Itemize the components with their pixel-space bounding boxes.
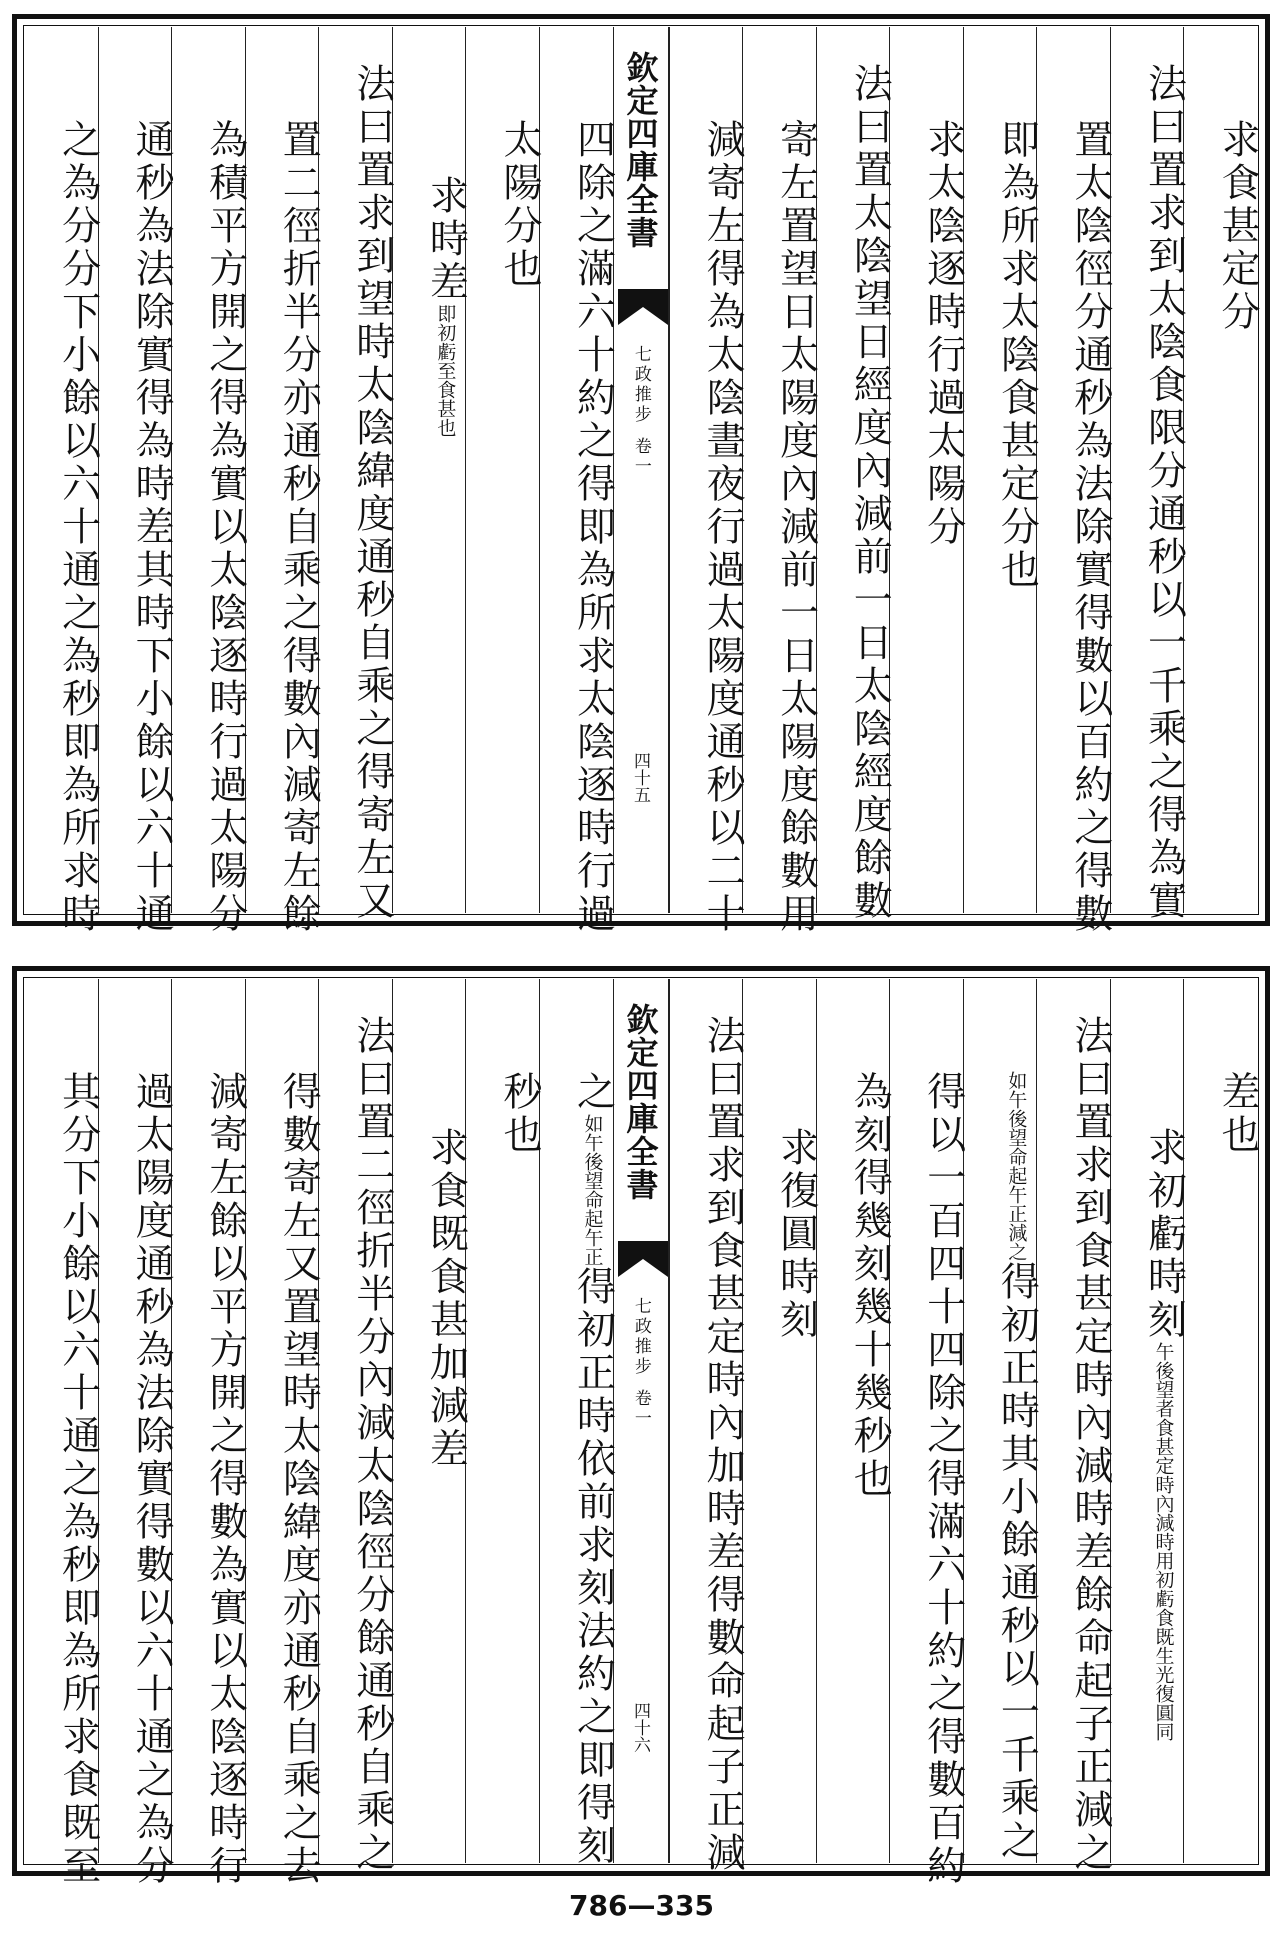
column-text: 法曰置求到食甚定時內減時差餘命起子正減之 bbox=[1067, 1015, 1113, 1875]
column-text: 得數寄左又置望時太陰緯度亦通秒自乘之去 bbox=[276, 1071, 322, 1888]
text-column bbox=[742, 27, 819, 936]
column-text: 得以一百四十四除之得滿六十約之得數百約 bbox=[920, 1071, 966, 1888]
text-column bbox=[1110, 27, 1187, 923]
column-text: 法曰置求到太陰食限分通秒以一千乘之得為實 bbox=[1141, 63, 1187, 923]
column-text: 法曰置求到食甚定時內加時差得數命起子正減 bbox=[700, 1015, 746, 1875]
interlinear-note: 如午後望命起午正減之 bbox=[1005, 1071, 1028, 1261]
column-text: 法曰置二徑折半分內減太陰徑分餘通秒自乘之 bbox=[349, 1015, 395, 1875]
text-column bbox=[25, 27, 101, 936]
text-column bbox=[245, 979, 322, 1888]
column-text: 求食甚定分 bbox=[1215, 119, 1260, 334]
column-text: 之為分分下小餘以六十通之為秒即為所求時 bbox=[55, 119, 101, 936]
text-column bbox=[318, 27, 395, 923]
text-column bbox=[539, 979, 616, 1868]
chapter-title: 七政推步 bbox=[630, 345, 651, 425]
column-text-start: 之 bbox=[570, 1071, 616, 1114]
text-column bbox=[1183, 979, 1260, 1863]
upper-page bbox=[12, 14, 1270, 936]
text-column bbox=[669, 979, 746, 1875]
text-column bbox=[171, 27, 248, 936]
text-column bbox=[1036, 979, 1113, 1875]
fishtail-ornament bbox=[618, 1241, 668, 1277]
lower-page bbox=[12, 966, 1270, 1888]
column-text: 減寄左得為太陰晝夜行過太陽度通秒以二十 bbox=[700, 119, 746, 936]
text-column bbox=[816, 27, 893, 923]
column-text: 太陽分也 bbox=[496, 119, 542, 291]
interlinear-note: 即初虧至食甚也 bbox=[434, 304, 457, 437]
text-column bbox=[963, 979, 1040, 1863]
text-column bbox=[318, 979, 395, 1875]
chapter-title: 七政推步 bbox=[630, 1297, 651, 1377]
center-margin bbox=[613, 979, 669, 1863]
fishtail-ornament bbox=[618, 289, 668, 325]
column-text: 置太陰徑分通秒為法除實得數以百約之得數 bbox=[1067, 119, 1113, 936]
text-column bbox=[98, 27, 175, 936]
text-column bbox=[669, 27, 746, 936]
column-text: 法曰置太陰望日經度內減前一日太陰經度餘數 bbox=[847, 63, 893, 923]
text-column bbox=[889, 27, 966, 913]
folio-number: 四十六 bbox=[630, 1702, 650, 1753]
column-text-continuation: 得初正時其小餘通秒以一千乘之 bbox=[994, 1261, 1040, 1863]
volume-label: 卷一 bbox=[630, 1389, 651, 1429]
heading-text: 求初虧時刻 bbox=[1141, 1127, 1187, 1342]
text-column bbox=[465, 979, 542, 1863]
text-column bbox=[245, 27, 322, 936]
column-text bbox=[393, 175, 469, 437]
column-text: 過太陽度通秒為法除實得數以六十通之為分 bbox=[129, 1071, 175, 1888]
column-text: 即為所求太陰食甚定分也 bbox=[994, 119, 1040, 592]
column-text: 求太陰逐時行過太陽分 bbox=[920, 119, 966, 549]
column-text: 差也 bbox=[1215, 1071, 1260, 1157]
text-column bbox=[1036, 27, 1113, 936]
column-text: 為刻得幾刻幾十幾秒也 bbox=[847, 1071, 893, 1501]
center-margin bbox=[613, 27, 669, 913]
text-column bbox=[25, 979, 101, 1888]
column-text: 四除之滿六十約之得即為所求太陰逐時行過 bbox=[570, 119, 616, 936]
column-text: 其分下小餘以六十通之為秒即為所求食既至 bbox=[55, 1071, 101, 1888]
column-text: 減寄左餘以平方開之得數為實以太陰逐時行 bbox=[202, 1071, 248, 1888]
column-text: 為積平方開之得為實以太陰逐時行過太陽分 bbox=[202, 119, 248, 936]
column-text-continuation: 得初正時依前求刻法約之即得刻 bbox=[570, 1266, 616, 1868]
book-title: 欽定四庫全書 bbox=[621, 51, 660, 249]
column-text: 求食既食甚加減差 bbox=[423, 1127, 469, 1471]
text-column bbox=[816, 979, 893, 1863]
text-column bbox=[1183, 27, 1260, 913]
text-column bbox=[465, 27, 542, 913]
text-column bbox=[742, 979, 819, 1863]
text-column bbox=[1110, 979, 1187, 1863]
column-text: 置二徑折半分亦通秒自乘之得數內減寄左餘 bbox=[276, 119, 322, 936]
text-column bbox=[392, 979, 469, 1863]
interlinear-note: 午後望者食甚定時內減時用初虧食既生光復圓同 bbox=[1152, 1342, 1175, 1741]
text-column bbox=[963, 27, 1040, 913]
column-text: 求復圓時刻 bbox=[773, 1127, 819, 1342]
heading-text: 求時差 bbox=[423, 175, 469, 304]
page-number-footer: 786—335 bbox=[569, 1889, 714, 1922]
column-text: 法曰置求到望時太陰緯度通秒自乘之得寄左又 bbox=[349, 63, 395, 923]
volume-label: 卷一 bbox=[630, 437, 651, 477]
column-text bbox=[964, 1071, 1040, 1863]
folio-number: 四十五 bbox=[630, 752, 650, 803]
column-text: 寄左置望日太陽度內減前一日太陽度餘數用 bbox=[773, 119, 819, 936]
column-text bbox=[1111, 1127, 1187, 1741]
text-column bbox=[171, 979, 248, 1888]
column-text bbox=[540, 1071, 616, 1868]
text-column bbox=[889, 979, 966, 1888]
text-column bbox=[392, 27, 469, 913]
text-column bbox=[539, 27, 616, 936]
column-text: 秒也 bbox=[496, 1071, 542, 1157]
interlinear-note: 如午後望命起午正 bbox=[581, 1114, 604, 1266]
text-column bbox=[98, 979, 175, 1888]
column-text: 通秒為法除實得為時差其時下小餘以六十通 bbox=[129, 119, 175, 936]
book-title: 欽定四庫全書 bbox=[621, 1003, 660, 1201]
